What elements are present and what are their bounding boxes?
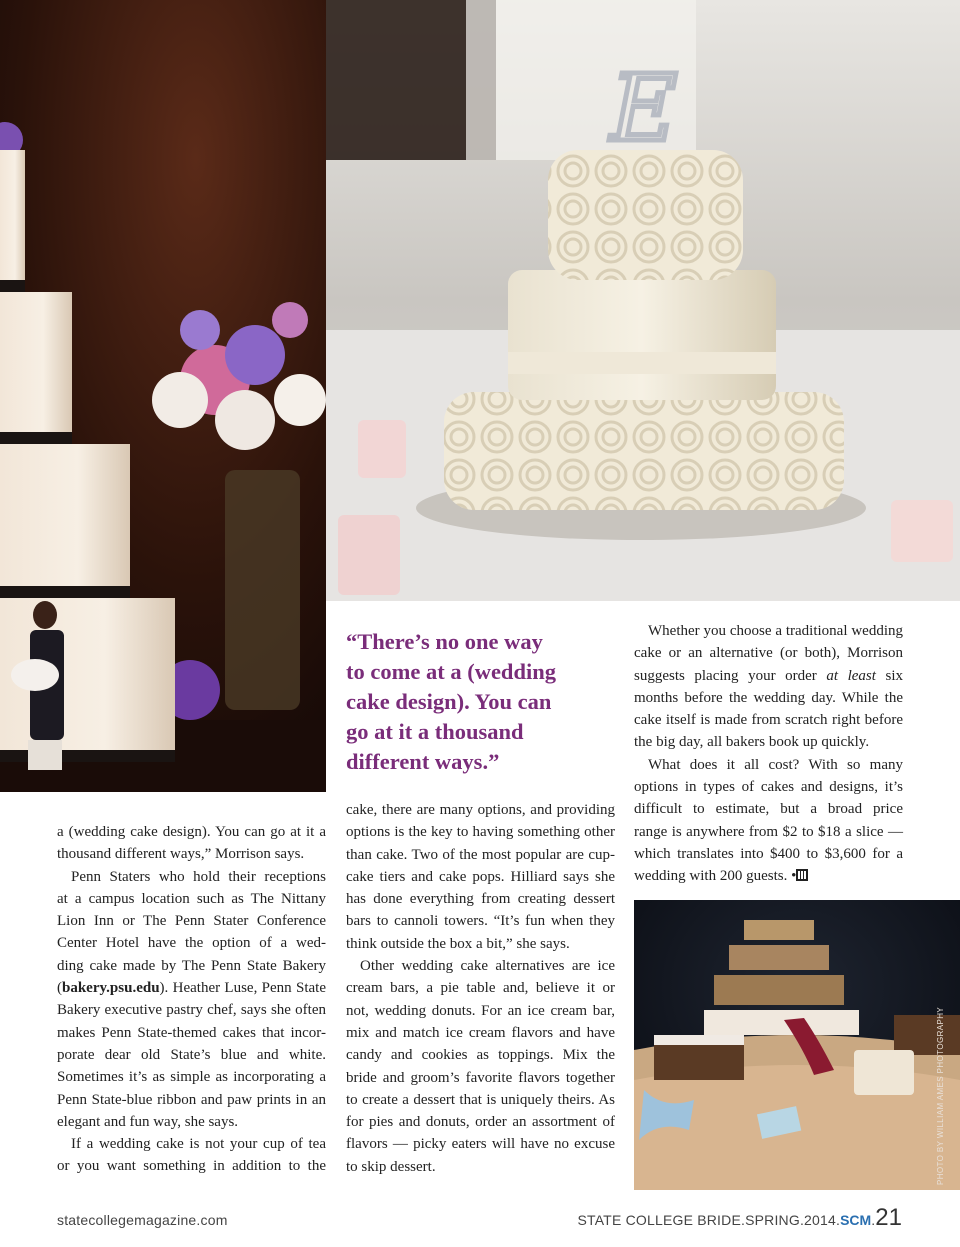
text-line: cake tiers and cake pops. Hilliard says she	[346, 868, 615, 885]
text-line: difficult to estimate, but a broad price	[634, 801, 903, 818]
text-fragment: ). Heather Luse, Penn State	[159, 980, 326, 997]
text-line: than cake. Two of the most popular are cup-	[346, 846, 615, 863]
pull-quote	[346, 627, 616, 777]
text-line: at a campus location such as The Nittany	[57, 890, 326, 907]
text-line: cream bars, a pie table and, believe it or	[346, 980, 615, 997]
text-line: think outside the box a bit,” she says.	[346, 935, 570, 952]
text-line: Penn State-blue ribbon and paw prints in an	[57, 1091, 326, 1108]
text-line: which translates into $400 to $3,600 for a	[634, 845, 903, 862]
text-line: mix and match ice cream flavors and have	[346, 1024, 615, 1041]
text-line: porate dear old State’s blue and white.	[57, 1046, 326, 1063]
footer-brand: SCM	[840, 1212, 872, 1228]
text-line: cake itself is made from scratch right before	[634, 712, 903, 729]
photo-left-tiered-cake	[0, 0, 326, 792]
text-line: to skip dessert.	[346, 1158, 436, 1175]
text-line: to create a dessert that is uniquely theirs. As	[346, 1091, 615, 1108]
footer-folio	[577, 1204, 902, 1232]
footer-publication: STATE COLLEGE BRIDE.SPRING.2014.	[577, 1212, 841, 1228]
pull-quote-line: cake design). You can	[346, 689, 552, 714]
text-line: If a wedding cake is not your cup of tea	[71, 1136, 326, 1153]
text-line: or you want something in addition to the	[57, 1158, 326, 1175]
text-line: a (wedding cake design). You can go at it a	[57, 824, 326, 840]
footer-separator: .	[871, 1212, 876, 1228]
text-line: options in types of cakes and designs, it’s	[634, 779, 903, 796]
text-line: elegant and fun way, she says.	[57, 1113, 239, 1130]
body-column-3	[634, 620, 903, 888]
photo-credit: PHOTO BY WILLIAM AMES PHOTOGRAPHY	[936, 1006, 945, 1185]
pull-quote-line: “There’s no one way	[346, 629, 543, 654]
text-line: makes Penn State-themed cakes that incor-	[57, 1024, 326, 1041]
text-fragment: suggests placing your order	[634, 667, 827, 684]
text-line: months before the wedding day. While the	[634, 689, 903, 706]
text-line	[634, 865, 903, 887]
pull-quote-line: go at it a thousand	[346, 719, 524, 744]
text-line: candy and cookies as toppings. Mix the	[346, 1047, 615, 1064]
text-line: cake, there are many options, and providing	[346, 802, 615, 818]
body-column-1	[57, 821, 326, 1178]
text-line: bars to cannoli towers. “It’s fun when they	[346, 913, 615, 930]
text-line: Sometimes it’s as simple as incorporating a	[57, 1069, 326, 1086]
monogram-topper: E	[610, 55, 678, 162]
page-number: 21	[875, 1204, 902, 1231]
text-line: options is the key to having something other	[346, 824, 615, 841]
text-line: flavors — picky eaters will have no excuse	[346, 1136, 615, 1153]
text-line: not, wedding donuts. For an ice cream bar,	[346, 1002, 615, 1019]
text-fragment: wedding with 200 guests. •	[634, 868, 797, 885]
text-line: for pies and donuts, order an assortment of	[346, 1114, 615, 1131]
text-line: What does it all cost? With so many	[648, 756, 903, 773]
end-mark-icon	[796, 869, 808, 881]
emphasis-text: at least	[826, 667, 876, 684]
text-fragment: six	[875, 667, 903, 684]
text-line: bride and groom’s favorite flavors together	[346, 1069, 615, 1086]
text-line	[634, 665, 903, 687]
text-line: Penn Staters who hold their receptions	[71, 868, 326, 885]
bakery-link[interactable]: bakery.psu.edu	[62, 980, 160, 997]
text-line: cake or an alternative (or both), Morrison	[634, 645, 903, 662]
photo-right-rosette-cake	[326, 0, 960, 601]
text-line: ding cake made by The Penn State Bakery	[57, 957, 326, 974]
text-line: range is anywhere from $2 to $18 a slice —	[634, 823, 903, 840]
text-line: has done everything from creating dessert	[346, 891, 615, 908]
text-line: the big day, all bakers book up quickly.	[634, 734, 870, 751]
text-line: Center Hotel have the option of a wed-	[57, 935, 326, 952]
text-fragment: (	[57, 980, 62, 997]
text-line: Whether you choose a traditional wedding	[648, 623, 903, 639]
pull-quote-line: to come at a (wedding	[346, 659, 556, 684]
text-line: Other wedding cake alternatives are ice	[360, 958, 615, 975]
footer-website: statecollegemagazine.com	[57, 1212, 228, 1228]
body-column-2	[346, 799, 615, 1178]
pull-quote-line: different ways.”	[346, 749, 500, 774]
text-line	[57, 977, 326, 999]
photo-bottom-dessert-table	[634, 900, 960, 1190]
text-line: Lion Inn or The Penn Stater Conference	[57, 913, 326, 930]
text-line: thousand different ways,” Morrison says.	[57, 846, 305, 863]
text-line: Bakery executive pastry chef, says she often	[57, 1002, 326, 1019]
